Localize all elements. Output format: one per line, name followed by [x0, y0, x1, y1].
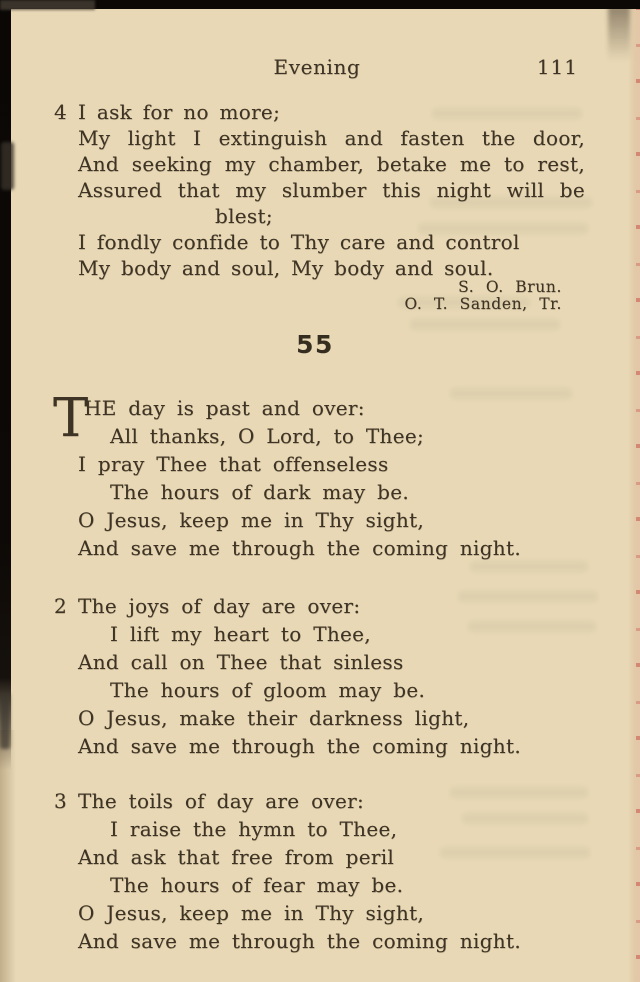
verse-number: 3 — [54, 789, 67, 813]
verse-line: And call on Thee that sinless — [78, 650, 404, 674]
verse-line: The toils of day are over: — [78, 789, 365, 813]
translator-credit: O. T. Sanden, Tr. — [404, 295, 562, 313]
hymn-54-verse-4 — [54, 99, 585, 281]
hymn-55-verse-1 — [53, 388, 585, 562]
verse-line: The joys of day are over: — [78, 594, 361, 618]
verse-line: And ask that free from peril — [78, 845, 395, 869]
verse-line: I lift my heart to Thee, — [110, 622, 371, 646]
corner-texture — [0, 0, 95, 10]
corner-shadow — [608, 6, 630, 61]
verse-line: O Jesus, keep me in Thy sight, — [78, 901, 425, 925]
binding-smudge — [1, 142, 14, 190]
hymn-number: 55 — [296, 330, 334, 359]
verse-line: My light I extinguish and fasten the door, — [78, 126, 585, 150]
verse-line: I ask for no more; — [78, 100, 281, 124]
verse-line: O Jesus, make their darkness light, — [78, 706, 470, 730]
verse-line: blest; — [215, 204, 273, 228]
author-credit: S. O. Brun. — [458, 278, 562, 296]
page-number: 111 — [536, 55, 578, 79]
scan-edge-top — [0, 0, 640, 9]
attribution — [404, 279, 562, 313]
verse-line: O Jesus, keep me in Thy sight, — [78, 508, 425, 532]
binding-shadow — [0, 730, 16, 982]
bleed-through-artifact — [410, 319, 560, 330]
verse-line: I raise the hymn to Thee, — [110, 817, 398, 841]
verse-number: 4 — [54, 100, 67, 124]
hymn-55-verse-2 — [54, 592, 585, 760]
running-header — [0, 55, 640, 81]
verse-line: And save me through the coming night. — [78, 734, 521, 758]
verse-line: I pray Thee that offenseless — [78, 452, 389, 476]
verse-line: I fondly confide to Thy care and control — [78, 230, 520, 254]
bleed-through-artifact — [470, 561, 588, 572]
verse-line: The hours of dark may be. — [110, 480, 410, 504]
section-title: Evening — [273, 55, 361, 79]
verse-line: The hours of fear may be. — [110, 873, 404, 897]
verse-line: Assured that my slumber this night will be — [78, 178, 585, 202]
verse-line: And save me through the coming night. — [78, 929, 521, 953]
verse-line: All thanks, O Lord, to Thee; — [110, 424, 425, 448]
deckle-red-marks — [636, 6, 640, 982]
drop-cap-initial: T — [53, 388, 89, 449]
verse-line: And save me through the coming night. — [78, 536, 521, 560]
binding-smudge — [0, 693, 10, 749]
verse-line: The hours of gloom may be. — [110, 678, 426, 702]
verse-line: HE day is past and over: — [84, 396, 365, 420]
hymn-55-verse-3 — [54, 787, 585, 955]
verse-number: 2 — [54, 594, 67, 618]
verse-line: My body and soul, My body and soul. — [78, 256, 494, 280]
verse-line: And seeking my chamber, betake me to rest, — [78, 152, 585, 176]
book-binding-edge — [0, 0, 11, 770]
